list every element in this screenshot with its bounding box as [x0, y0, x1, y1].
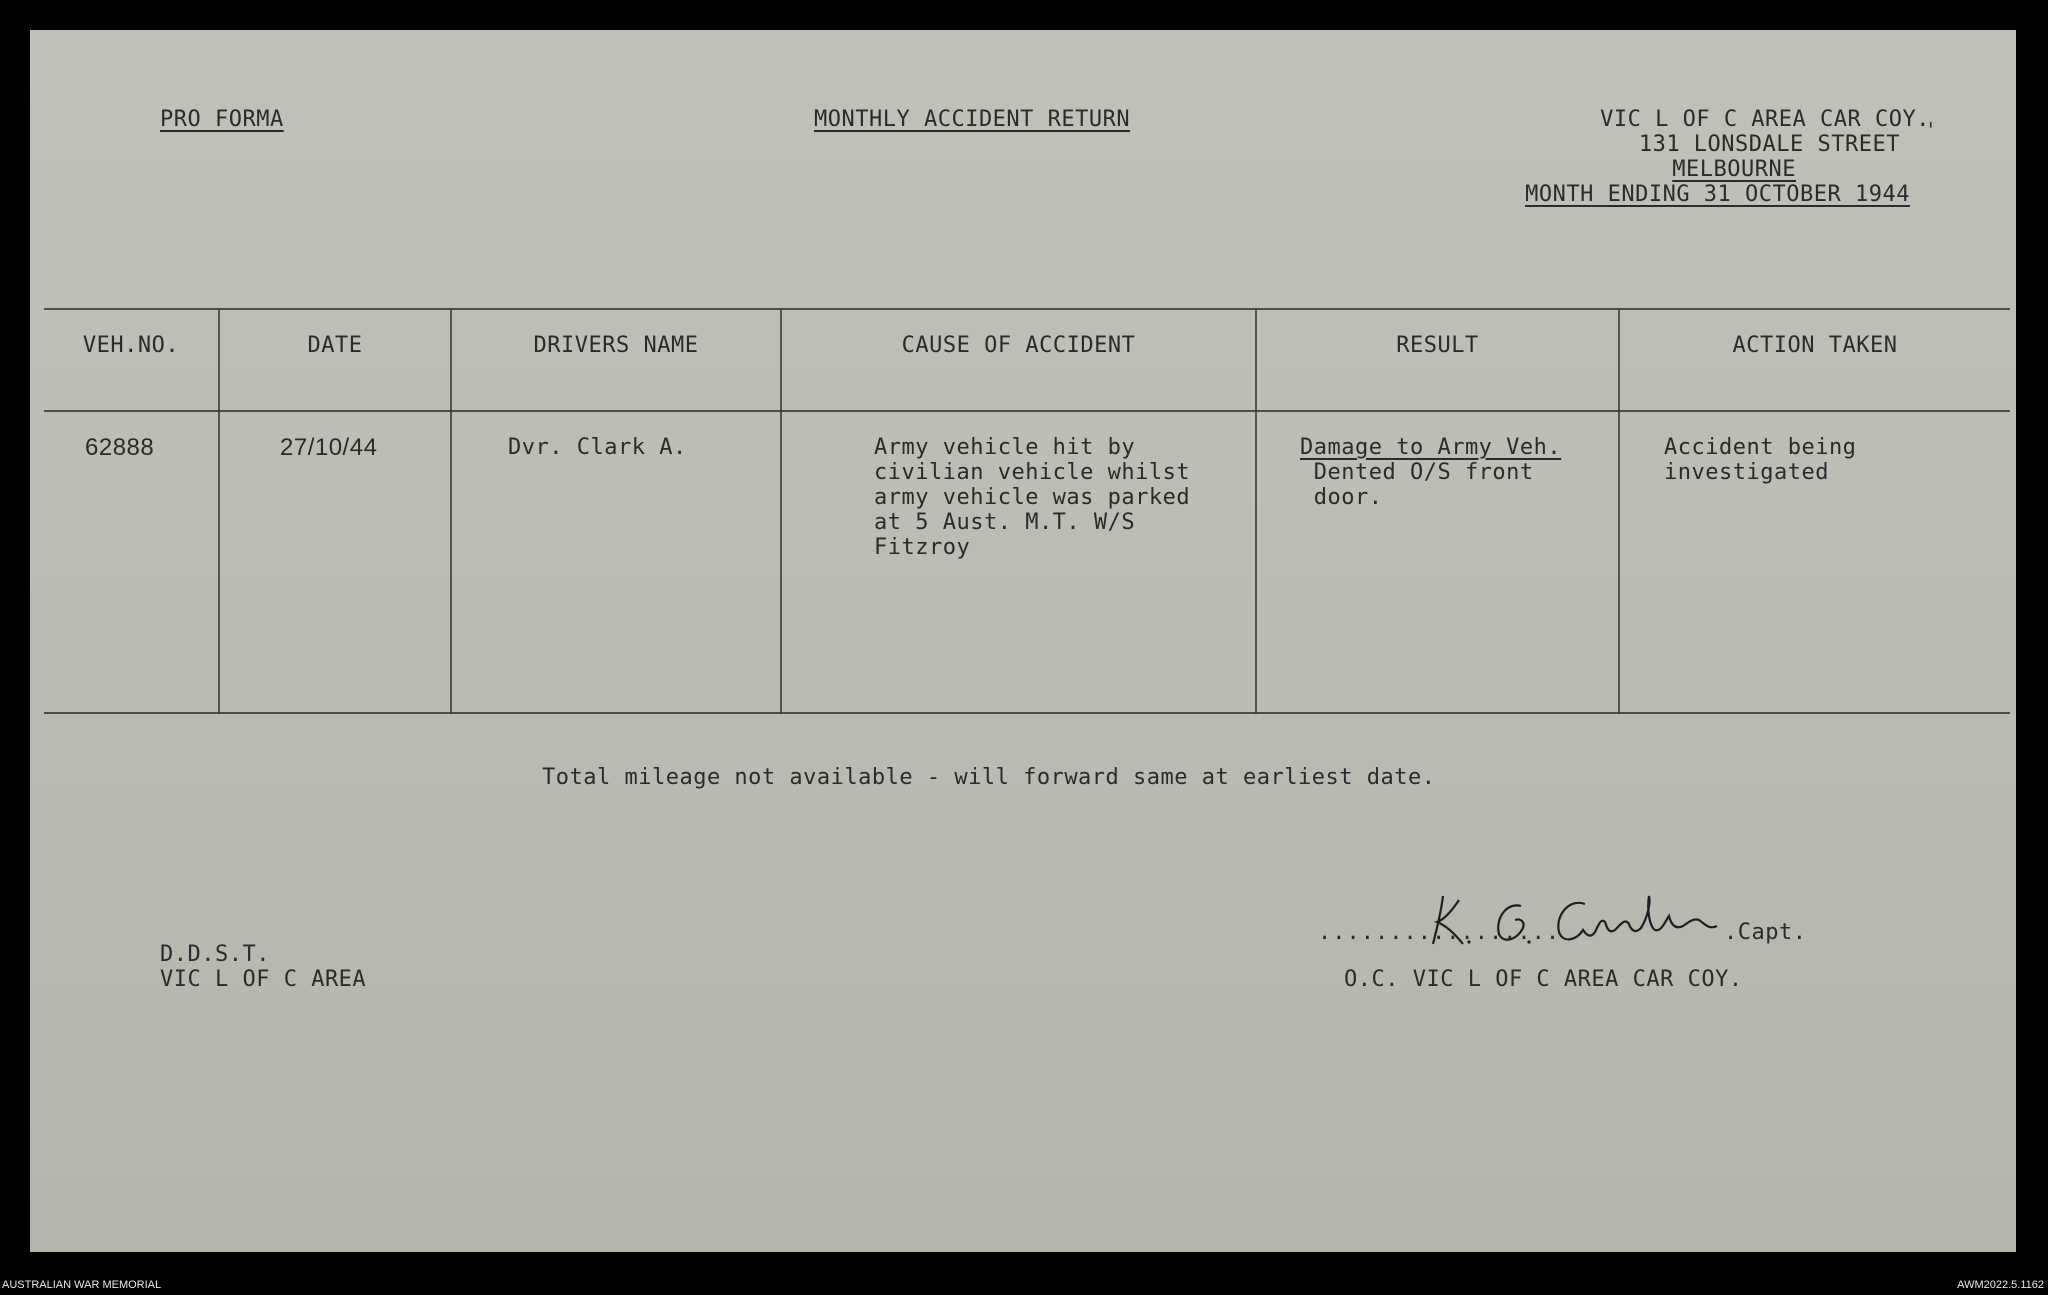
cell-result-detail: Dented O/S front door. — [1313, 460, 1534, 510]
table-col-divider — [780, 309, 782, 714]
column-header-action: ACTION TAKEN — [1732, 333, 1898, 358]
document-page — [30, 30, 2016, 1252]
addressee-line-1: D.D.S.T. — [160, 942, 270, 967]
cell-cause: Army vehicle hit by civilian vehicle whilst army vehicle was parked at 5 Aust. M.T. W/S Fitzroy — [874, 435, 1191, 560]
cell-driver: Dvr. Clark A. — [508, 435, 687, 460]
pro-forma-label: PRO FORMA — [160, 107, 284, 132]
table-header-rule — [44, 410, 2010, 412]
handwritten-signature — [1425, 878, 1735, 958]
column-header-cause: CAUSE OF ACCIDENT — [901, 333, 1136, 358]
footer-accession-number: AWM2022.5.1162 — [1957, 1279, 2044, 1291]
signature-rank: .Capt. — [1724, 920, 1807, 945]
column-header-result: RESULT — [1396, 333, 1479, 358]
mileage-note: Total mileage not available - will forward same at earliest date. — [542, 765, 1436, 790]
addressee-line-2: VIC L OF C AREA — [160, 967, 367, 992]
signatory-title: O.C. VIC L OF C AREA CAR COY. — [1344, 967, 1743, 992]
unit-name: VIC L OF C AREA CAR COY. — [1600, 107, 1930, 132]
cell-date: 27/10/44 — [280, 434, 378, 461]
signature-dotted-line: ................. — [1318, 920, 1561, 945]
table-col-divider — [1255, 309, 1257, 714]
table-col-divider — [1618, 309, 1620, 714]
unit-address: 131 LONSDALE STREET — [1638, 132, 1900, 157]
table-top-rule — [44, 308, 2010, 310]
reporting-period: MONTH ENDING 31 OCTOBER 1944 — [1525, 182, 1910, 207]
stray-tick-mark: ' — [1928, 118, 1934, 142]
footer-institution: AUSTRALIAN WAR MEMORIAL — [2, 1279, 162, 1291]
cell-veh-no: 62888 — [85, 434, 155, 461]
document-title: MONTHLY ACCIDENT RETURN — [814, 107, 1131, 132]
table-bottom-rule — [44, 712, 2010, 714]
cell-action: Accident being investigated — [1664, 435, 1857, 485]
column-header-veh-no: VEH.NO. — [82, 333, 180, 358]
table-col-divider — [450, 309, 452, 714]
column-header-driver: DRIVERS NAME — [533, 333, 699, 358]
table-col-divider — [218, 309, 220, 714]
unit-city: MELBOURNE — [1672, 157, 1796, 182]
column-header-date: DATE — [307, 333, 363, 358]
cell-result-damage: Damage to Army Veh. — [1300, 435, 1562, 460]
